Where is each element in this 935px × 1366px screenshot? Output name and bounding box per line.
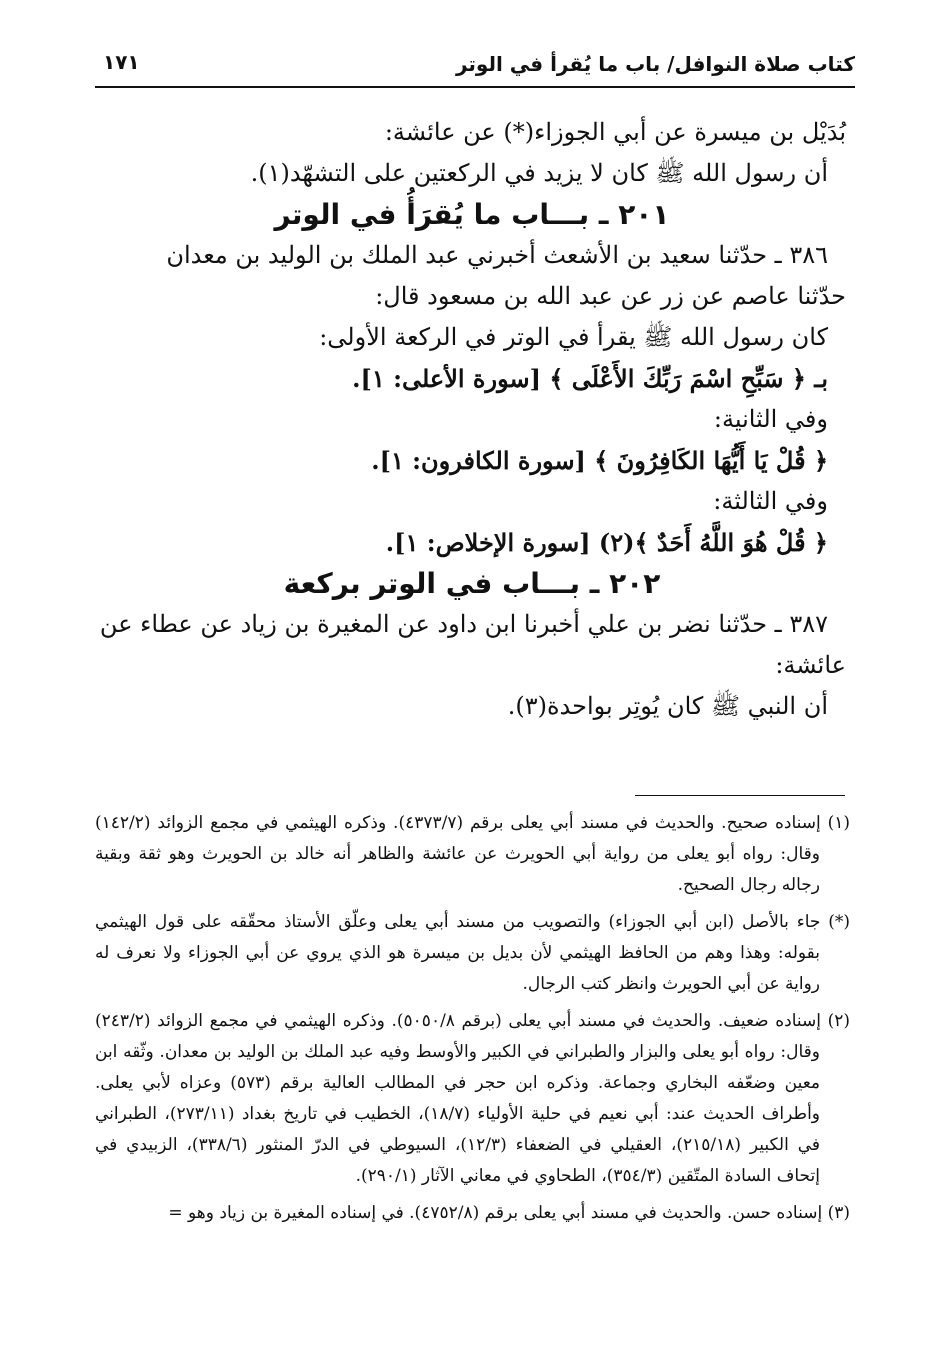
hadith-386-line: كان رسول الله ﷺ يقرأ في الوتر في الركعة الأولى:	[319, 323, 828, 351]
section-heading-201: ٢٠١ ـ بـــاب ما يُقرَأُ في الوتر	[274, 198, 670, 231]
hadith-386-line: ٣٨٦ ـ حدّثنا سعيد بن الأشعث أخبرني عبد الملك بن الوليد بن معدان	[166, 241, 828, 269]
running-title: كتاب صلاة النوافل/ باب ما يُقرأ في الوتر	[455, 52, 855, 76]
header-rule	[95, 86, 855, 88]
footnote-2: (٢) إسناده ضعيف. والحديث في مسند أبي يعلى (برقم ٥٠٥٠/٨). وذكره الهيثمي في مجمع الزوائد (٢٤٣/٢) وقال: رواه أبو يعلى والبزار والطبراني في الكبير والأوسط وفيه عبد الملك بن الوليد بن معدان. وثّقه ابن معين وضعّفه البخاري وجماعة. وذكره ابن حجر في المطالب العالية برقم (٥٧٣) وعزاه لأبي يعلى. وأطراف الحديث عند: أبي نعيم في حلية الأولياء (١٨/٧)، الخطيب في تاريخ بغداد (٢٧٣/١١)، الطبراني في الكبير (٢١٥/١٨)، العقيلي في الضعفاء (١٢/٣)، السيوطي في الدرّ المنثور (٣٣٨/٦)، الزبيدي في إتحاف السادة المتّقين (٣٥٤/٣)، الطحاوي في معاني الآثار (٢٩٠/١).	[95, 1011, 850, 1186]
second-rakah-label: وفي الثانية:	[713, 405, 828, 433]
hadith-387-line: أن النبي ﷺ كان يُوتِر بواحدة(٣).	[507, 692, 828, 720]
page-header	[95, 38, 855, 88]
main-text	[98, 112, 846, 727]
quran-verse-2: ﴿ قُلْ يَا أَيُّهَا الكَافِرُونَ ﴾ [سورة الكافرون: ١].	[371, 446, 828, 475]
footnote-1: (١) إسناده صحيح. والحديث في مسند أبي يعلى برقم (٤٣٧٣/٧). وذكره الهيثمي في مجمع الزوائد (١٤٢/٢) وقال: رواه أبو يعلى من رواية أبي الحويرث عن عائشة والظاهر أنه خالد بن الحويرث وهو ثقة وبقية رجاله رجال الصحيح.	[95, 813, 851, 895]
hadith-386-line: حدّثنا عاصم عن زر عن عبد الله بن مسعود قال:	[375, 282, 846, 310]
section-heading-202: ٢٠٢ ـ بـــاب في الوتر بركعة	[283, 567, 661, 600]
hadith-387-line: ٣٨٧ ـ حدّثنا نضر بن علي أخبرنا ابن داود عن المغيرة بن زياد عن عطاء عن	[99, 610, 828, 638]
footnotes	[95, 808, 850, 1235]
page-number: ١٧١	[103, 50, 140, 74]
third-rakah-label: وفي الثالثة:	[713, 487, 828, 515]
quran-verse-1: بـ ﴿ سَبِّحِ اسْمَ رَبِّكَ الأَعْلَى ﴾ [سورة الأعلى: ١].	[352, 364, 828, 393]
footnote-star: (*) جاء بالأصل (ابن أبي الجوزاء) والتصويب من مسند أبي يعلى وعلّق الأستاذ محقّقه على قول الهيثمي بقوله: وهذا وهم من الحافظ الهيثمي لأن بديل بن ميسرة هو الذي يروي عن أبي الجوزاء ولا نعرف له رواية عن أبي الحويرث وانظر كتب الرجال.	[95, 912, 850, 994]
intro-line: أن رسول الله ﷺ كان لا يزيد في الركعتين على التشهّد(١).	[250, 159, 828, 187]
footnote-3: (٣) إسناده حسن. والحديث في مسند أبي يعلى برقم (٤٧٥٢/٨). في إسناده المغيرة بن زياد وهو =	[168, 1203, 850, 1223]
footnote-separator	[635, 795, 845, 796]
quran-verse-3: ﴿ قُلْ هُوَ اللَّهُ أَحَدٌ ﴾(٢) [سورة الإخلاص: ١].	[385, 528, 828, 557]
hadith-387-line: عائشة:	[775, 651, 846, 679]
intro-line: بُدَيْل بن ميسرة عن أبي الجوزاء(*) عن عائشة:	[384, 118, 846, 146]
